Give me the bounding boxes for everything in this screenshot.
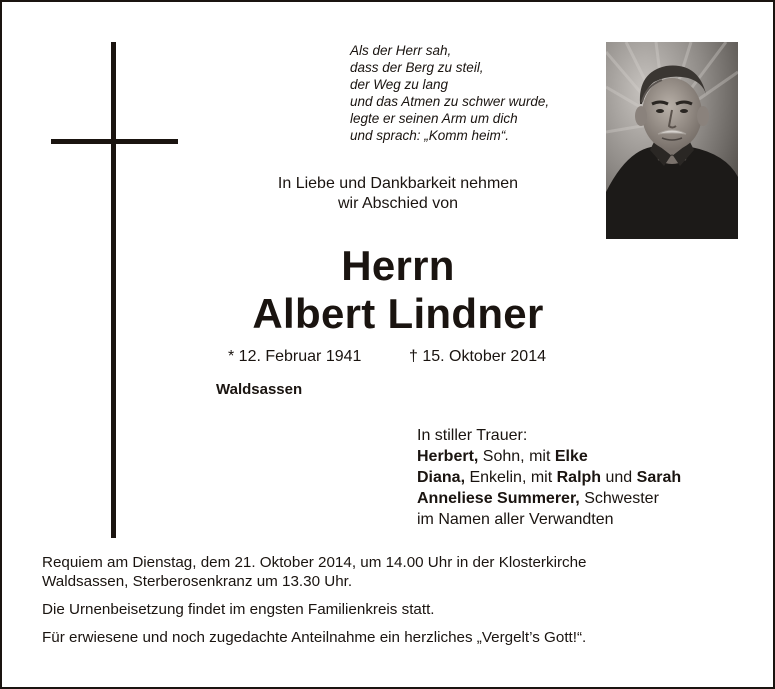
mourner-partner: Elke bbox=[554, 448, 588, 465]
death-date: † 15. Oktober 2014 bbox=[409, 348, 546, 365]
requiem-line: Waldsassen, Sterberosenkranz um 13.30 Uhr. bbox=[42, 573, 353, 590]
portrait-photo bbox=[606, 42, 738, 239]
poem-line: der Weg zu lang bbox=[350, 77, 449, 92]
poem-line: dass der Berg zu steil, bbox=[350, 60, 484, 75]
life-dates bbox=[228, 347, 546, 367]
deceased-name-block bbox=[198, 242, 598, 338]
mourner-partner: Sarah bbox=[636, 469, 682, 486]
cross-vertical-bar bbox=[111, 42, 116, 538]
poem-line: und das Atmen zu schwer wurde, bbox=[350, 94, 550, 109]
cross-horizontal-bar bbox=[51, 139, 178, 144]
salutation: Herrn bbox=[341, 242, 455, 289]
mourner-name: Anneliese Summerer, bbox=[417, 490, 580, 507]
residence-place: Waldsassen bbox=[216, 381, 303, 398]
mourner-line bbox=[417, 488, 681, 509]
birth-date: * 12. Februar 1941 bbox=[228, 348, 362, 365]
poem-line: Als der Herr sah, bbox=[350, 43, 452, 58]
mourner-partner: Ralph bbox=[556, 469, 602, 486]
mourner-relation: Sohn, mit bbox=[478, 448, 555, 465]
urn-notice: Die Urnenbeisetzung findet im engsten Familienkreis statt. bbox=[42, 601, 435, 618]
poem-line: legte er seinen Arm um dich bbox=[350, 111, 518, 126]
thanks-notice: Für erwiesene und noch zugedachte Anteilnahme ein herzliches „Vergelt’s Gott!“. bbox=[42, 629, 587, 646]
mourner-relation: Schwester bbox=[579, 490, 659, 507]
intro-text bbox=[238, 174, 558, 214]
mourner-relation: Enkelin, mit bbox=[465, 469, 557, 486]
footer-notices bbox=[42, 553, 742, 656]
deceased-name: Albert Lindner bbox=[252, 290, 544, 337]
requiem-line: Requiem am Dienstag, dem 21. Oktober 2014, um 14.00 Uhr in der Klosterkirche bbox=[42, 554, 587, 571]
intro-line: wir Abschied von bbox=[337, 195, 459, 212]
mourner-name: Diana, bbox=[417, 469, 466, 486]
mourners-block bbox=[417, 425, 681, 530]
mourner-connector: und bbox=[601, 469, 637, 486]
mourner-name: Herbert, bbox=[417, 448, 479, 465]
portrait-illustration bbox=[606, 42, 738, 239]
mourner-line bbox=[417, 446, 681, 467]
requiem-notice bbox=[42, 553, 742, 591]
mourners-closing: im Namen aller Verwandten bbox=[417, 511, 614, 528]
intro-line: In Liebe und Dankbarkeit nehmen bbox=[277, 175, 519, 192]
poem-line: und sprach: „Komm heim“. bbox=[350, 128, 510, 143]
mourner-line bbox=[417, 467, 681, 488]
poem bbox=[350, 42, 590, 144]
mourners-heading: In stiller Trauer: bbox=[417, 427, 528, 444]
